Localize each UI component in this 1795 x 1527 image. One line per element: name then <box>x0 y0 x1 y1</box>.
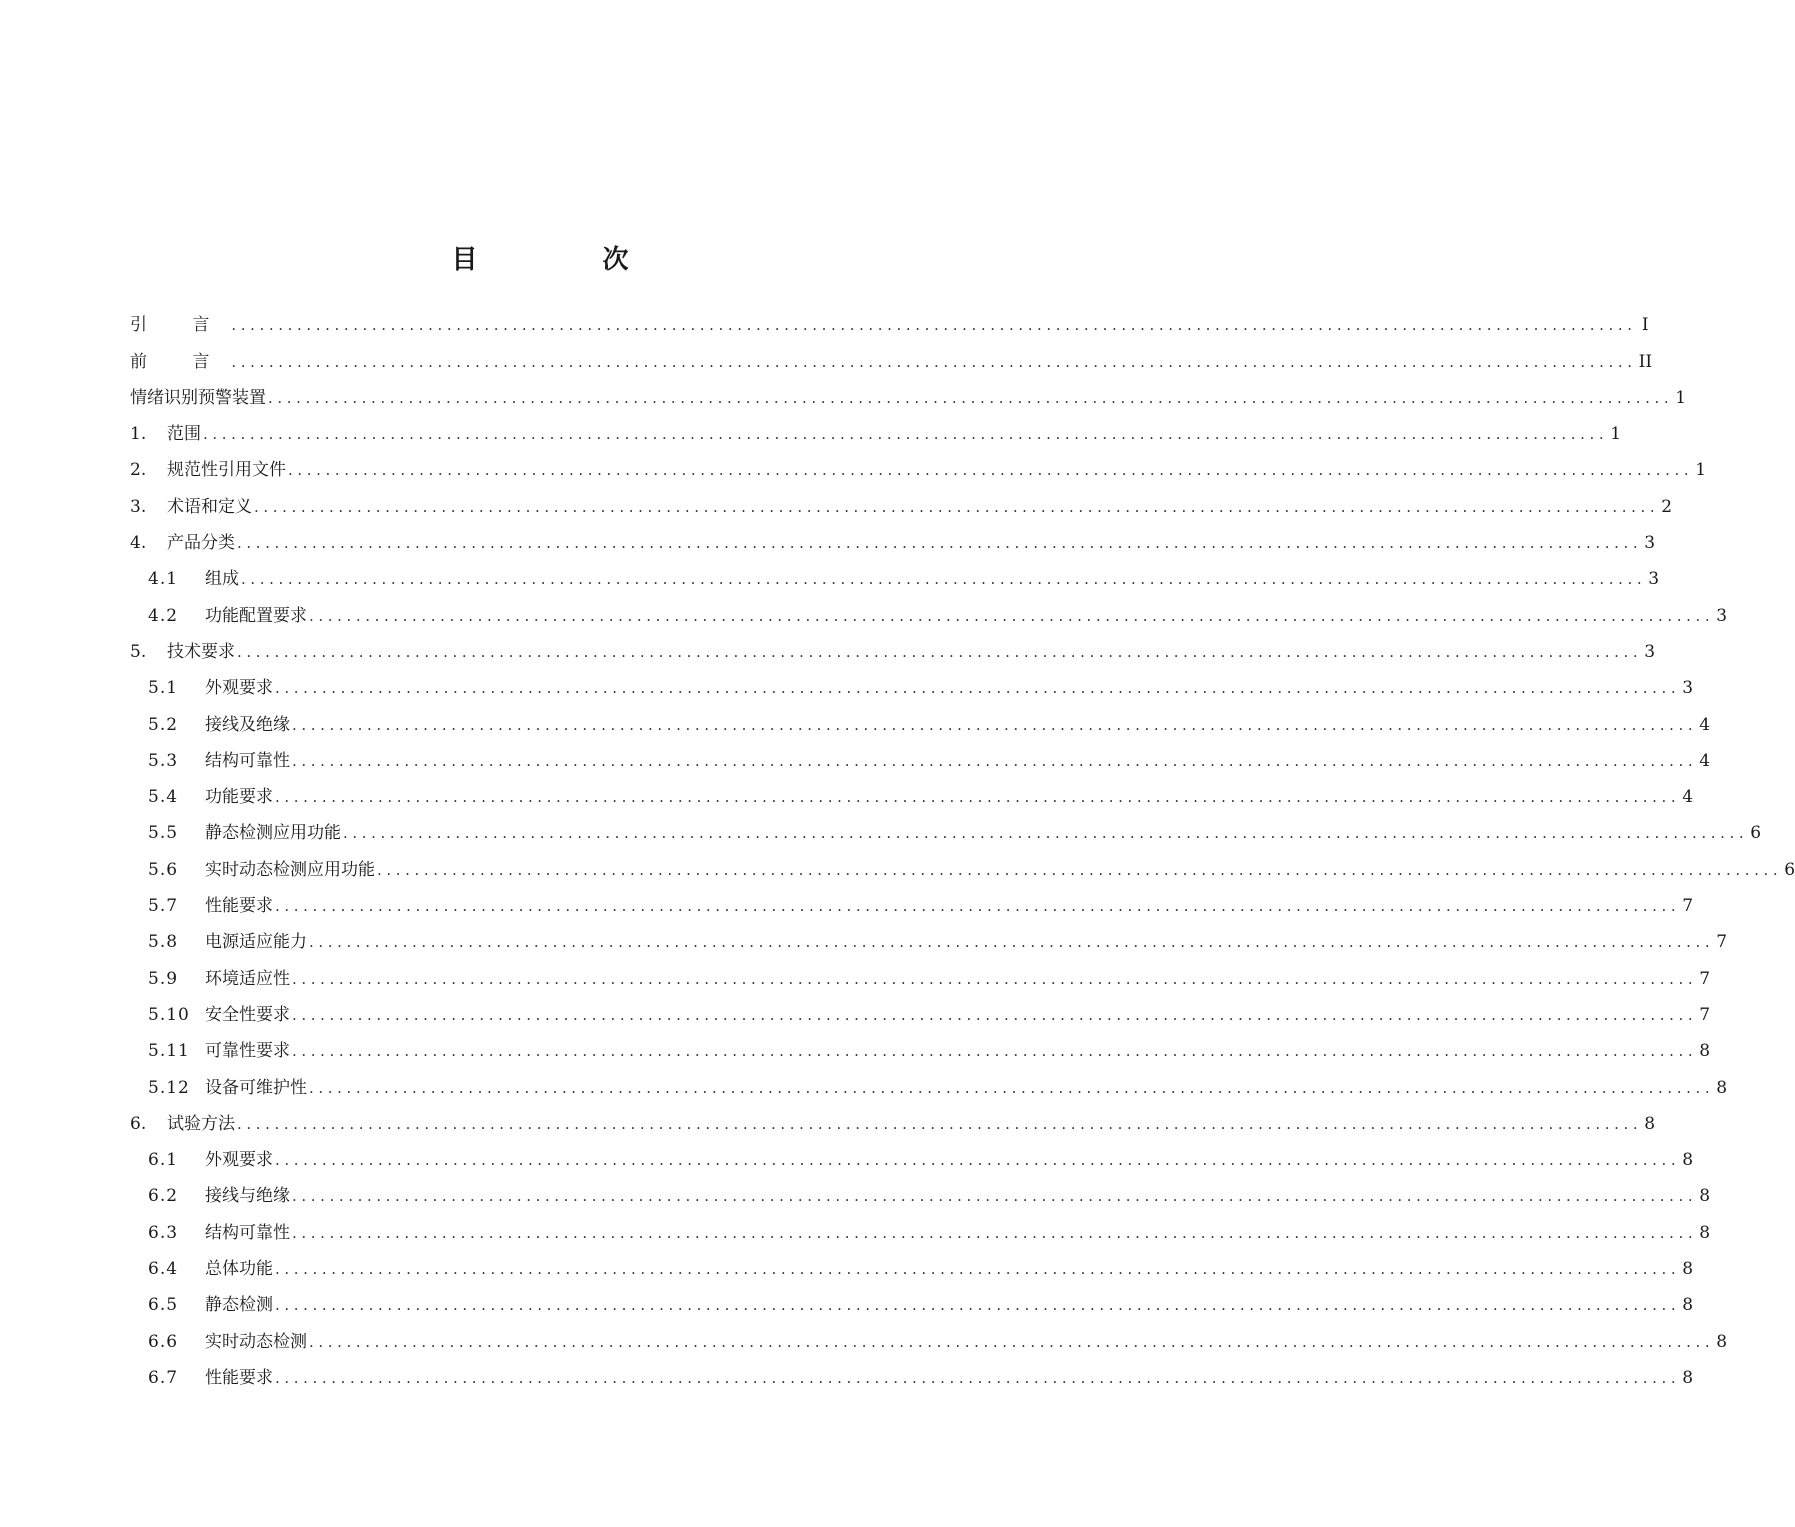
toc-page: 8 <box>1716 1077 1728 1098</box>
toc-page: 1 <box>1675 387 1687 408</box>
toc-entry-5-10[interactable] <box>130 997 1711 1033</box>
toc-page: 7 <box>1716 932 1728 953</box>
toc-page: 4 <box>1682 787 1694 808</box>
dot-leader: ...................................................................................................................................................... <box>254 497 1660 516</box>
toc-page: 8 <box>1699 1186 1711 1207</box>
dot-leader: ...................................................................................................................................................... <box>292 1187 1698 1206</box>
toc-number: 4. <box>130 533 147 554</box>
dot-leader: ...................................................................................................................................................... <box>275 1296 1681 1315</box>
dot-leader: ...................................................................................................................................................... <box>237 642 1643 661</box>
toc-number: 6.7 <box>148 1367 179 1388</box>
toc-label: 外观要求 <box>205 1150 273 1171</box>
toc-page: 3 <box>1716 605 1728 626</box>
toc-page: 8 <box>1699 1222 1711 1243</box>
toc-number: 5.4 <box>148 787 179 808</box>
toc-entry-4-1[interactable] <box>130 561 1660 597</box>
toc-label: 环境适应性 <box>205 968 290 989</box>
dot-leader: ...................................................................................................................................................... <box>292 751 1698 770</box>
dot-leader: ...................................................................................................................................................... <box>231 316 1637 335</box>
toc-label: 外观要求 <box>205 678 273 699</box>
toc-page: 7 <box>1682 896 1694 917</box>
toc-number: 4.1 <box>148 569 179 590</box>
toc-number: 5.2 <box>148 714 179 735</box>
toc-entry-1[interactable] <box>130 416 1622 452</box>
page-title: 目 次 <box>451 245 687 275</box>
dot-leader: ...................................................................................................................................................... <box>343 824 1749 843</box>
toc-page: 2 <box>1661 496 1673 517</box>
toc-page: 3 <box>1648 569 1660 590</box>
toc-entry-6-4[interactable] <box>130 1251 1694 1287</box>
dot-leader: ...................................................................................................................................................... <box>292 969 1698 988</box>
toc-label: 接线及绝缘 <box>205 714 290 735</box>
toc-number: 6.5 <box>148 1295 179 1316</box>
dot-leader: ...................................................................................................................................................... <box>237 534 1643 553</box>
toc-label: 功能配置要求 <box>205 605 307 626</box>
toc-number: 5.6 <box>148 859 179 880</box>
toc-page: 3 <box>1644 641 1656 662</box>
toc-entry-5-5[interactable] <box>130 815 1762 851</box>
table-of-contents <box>130 307 1795 1396</box>
toc-number: 6.1 <box>148 1150 179 1171</box>
toc-page: II <box>1638 351 1653 372</box>
dot-leader: ...................................................................................................................................................... <box>292 1005 1698 1024</box>
toc-number: 2. <box>130 460 147 481</box>
toc-entry-5-6[interactable] <box>130 851 1795 887</box>
dot-leader: ...................................................................................................................................................... <box>275 1260 1681 1279</box>
toc-page: 4 <box>1699 714 1711 735</box>
dot-leader: ...................................................................................................................................................... <box>203 425 1609 444</box>
dot-leader: ...................................................................................................................................................... <box>275 897 1681 916</box>
toc-entry-5-11[interactable] <box>130 1033 1711 1069</box>
toc-entry-5-9[interactable] <box>130 960 1711 996</box>
toc-entry-4[interactable] <box>130 525 1656 561</box>
toc-entry-6-6[interactable] <box>130 1323 1728 1359</box>
toc-label: 可靠性要求 <box>205 1041 290 1062</box>
toc-number: 3. <box>130 496 147 517</box>
toc-number: 5.3 <box>148 750 179 771</box>
toc-page: 6 <box>1750 823 1762 844</box>
toc-page: 7 <box>1699 968 1711 989</box>
toc-label: 电源适应能力 <box>205 932 307 953</box>
dot-leader: ...................................................................................................................................................... <box>292 1042 1698 1061</box>
toc-number: 4.2 <box>148 605 179 626</box>
toc-number: 6.6 <box>148 1331 179 1352</box>
toc-page: 8 <box>1682 1295 1694 1316</box>
toc-number: 1. <box>130 424 147 445</box>
dot-leader: ...................................................................................................................................................... <box>275 1151 1681 1170</box>
toc-number: 6.3 <box>148 1222 179 1243</box>
toc-entry-device[interactable] <box>130 380 1687 416</box>
toc-label: 实时动态检测 <box>205 1331 307 1352</box>
toc-label: 情绪识别预警装置 <box>130 387 266 408</box>
toc-number: 5.5 <box>148 823 179 844</box>
dot-leader: ...................................................................................................................................................... <box>377 860 1783 879</box>
toc-entry-6-1[interactable] <box>130 1142 1694 1178</box>
toc-entry-6[interactable] <box>130 1106 1656 1142</box>
toc-number: 6.4 <box>148 1259 179 1280</box>
toc-label: 功能要求 <box>205 787 273 808</box>
toc-number: 5.10 <box>148 1004 190 1025</box>
toc-entry-6-5[interactable] <box>130 1287 1694 1323</box>
toc-entry-5-2[interactable] <box>130 706 1711 742</box>
toc-page: 3 <box>1682 678 1694 699</box>
dot-leader: ...................................................................................................................................................... <box>292 1223 1698 1242</box>
toc-label: 性能要求 <box>205 1367 273 1388</box>
dot-leader: ...................................................................................................................................................... <box>309 933 1715 952</box>
toc-label: 静态检测应用功能 <box>205 823 341 844</box>
toc-number: 5.8 <box>148 932 179 953</box>
toc-label: 性能要求 <box>205 896 273 917</box>
dot-leader: ...................................................................................................................................................... <box>288 461 1694 480</box>
toc-page: 8 <box>1644 1113 1656 1134</box>
toc-entry-5-4[interactable] <box>130 779 1694 815</box>
toc-label: 引 言 <box>130 315 230 336</box>
toc-page: 7 <box>1699 1004 1711 1025</box>
toc-number: 6. <box>130 1113 147 1134</box>
toc-entry-5-12[interactable] <box>130 1069 1728 1105</box>
toc-entry-5[interactable] <box>130 634 1656 670</box>
toc-number: 5.12 <box>148 1077 190 1098</box>
dot-leader: ...................................................................................................................................................... <box>237 1114 1643 1133</box>
dot-leader: ...................................................................................................................................................... <box>241 570 1647 589</box>
toc-label: 术语和定义 <box>167 496 252 517</box>
toc-entry-2[interactable] <box>130 452 1707 488</box>
toc-label: 静态检测 <box>205 1295 273 1316</box>
toc-label: 实时动态检测应用功能 <box>205 859 375 880</box>
dot-leader: ...................................................................................................................................................... <box>275 679 1681 698</box>
toc-label: 规范性引用文件 <box>167 460 286 481</box>
toc-entry-5-1[interactable] <box>130 670 1694 706</box>
toc-number: 6.2 <box>148 1186 179 1207</box>
toc-entry-preface[interactable] <box>130 343 1653 379</box>
toc-label: 组成 <box>205 569 239 590</box>
toc-page: 8 <box>1682 1367 1694 1388</box>
dot-leader: ...................................................................................................................................................... <box>309 606 1715 625</box>
toc-number: 5.11 <box>148 1041 190 1062</box>
toc-label: 安全性要求 <box>205 1004 290 1025</box>
dot-leader: ...................................................................................................................................................... <box>309 1078 1715 1097</box>
toc-label: 产品分类 <box>167 533 235 554</box>
toc-label: 结构可靠性 <box>205 750 290 771</box>
toc-entry-6-7[interactable] <box>130 1360 1694 1396</box>
toc-page: 8 <box>1716 1331 1728 1352</box>
dot-leader: ...................................................................................................................................................... <box>275 788 1681 807</box>
toc-entry-5-3[interactable] <box>130 743 1711 779</box>
toc-number: 5. <box>130 641 147 662</box>
dot-leader: ...................................................................................................................................................... <box>309 1332 1715 1351</box>
toc-page: 1 <box>1610 424 1622 445</box>
toc-page: 6 <box>1784 859 1795 880</box>
toc-page: 3 <box>1644 533 1656 554</box>
toc-page: I <box>1641 315 1649 336</box>
toc-page: 8 <box>1699 1041 1711 1062</box>
toc-page: 8 <box>1682 1259 1694 1280</box>
toc-label: 接线与绝缘 <box>205 1186 290 1207</box>
toc-label: 试验方法 <box>167 1113 235 1134</box>
dot-leader: ...................................................................................................................................................... <box>231 352 1637 371</box>
toc-label: 技术要求 <box>167 641 235 662</box>
toc-entry-6-3[interactable] <box>130 1214 1711 1250</box>
toc-page: 4 <box>1699 750 1711 771</box>
dot-leader: ...................................................................................................................................................... <box>275 1368 1681 1387</box>
toc-entry-6-2[interactable] <box>130 1178 1711 1214</box>
toc-number: 5.7 <box>148 896 179 917</box>
toc-entry-5-7[interactable] <box>130 888 1694 924</box>
toc-label: 设备可维护性 <box>205 1077 307 1098</box>
toc-number: 5.9 <box>148 968 179 989</box>
toc-entry-3[interactable] <box>130 488 1673 524</box>
toc-label: 前 言 <box>130 351 230 372</box>
toc-number: 5.1 <box>148 678 179 699</box>
toc-label: 总体功能 <box>205 1259 273 1280</box>
dot-leader: ...................................................................................................................................................... <box>292 715 1698 734</box>
toc-entry-5-8[interactable] <box>130 924 1728 960</box>
toc-label: 结构可靠性 <box>205 1222 290 1243</box>
toc-entry-4-2[interactable] <box>130 597 1728 633</box>
dot-leader: ...................................................................................................................................................... <box>268 388 1674 407</box>
toc-label: 范围 <box>167 424 201 445</box>
toc-page: 1 <box>1695 460 1707 481</box>
toc-page: 8 <box>1682 1150 1694 1171</box>
toc-entry-intro[interactable] <box>130 307 1649 343</box>
